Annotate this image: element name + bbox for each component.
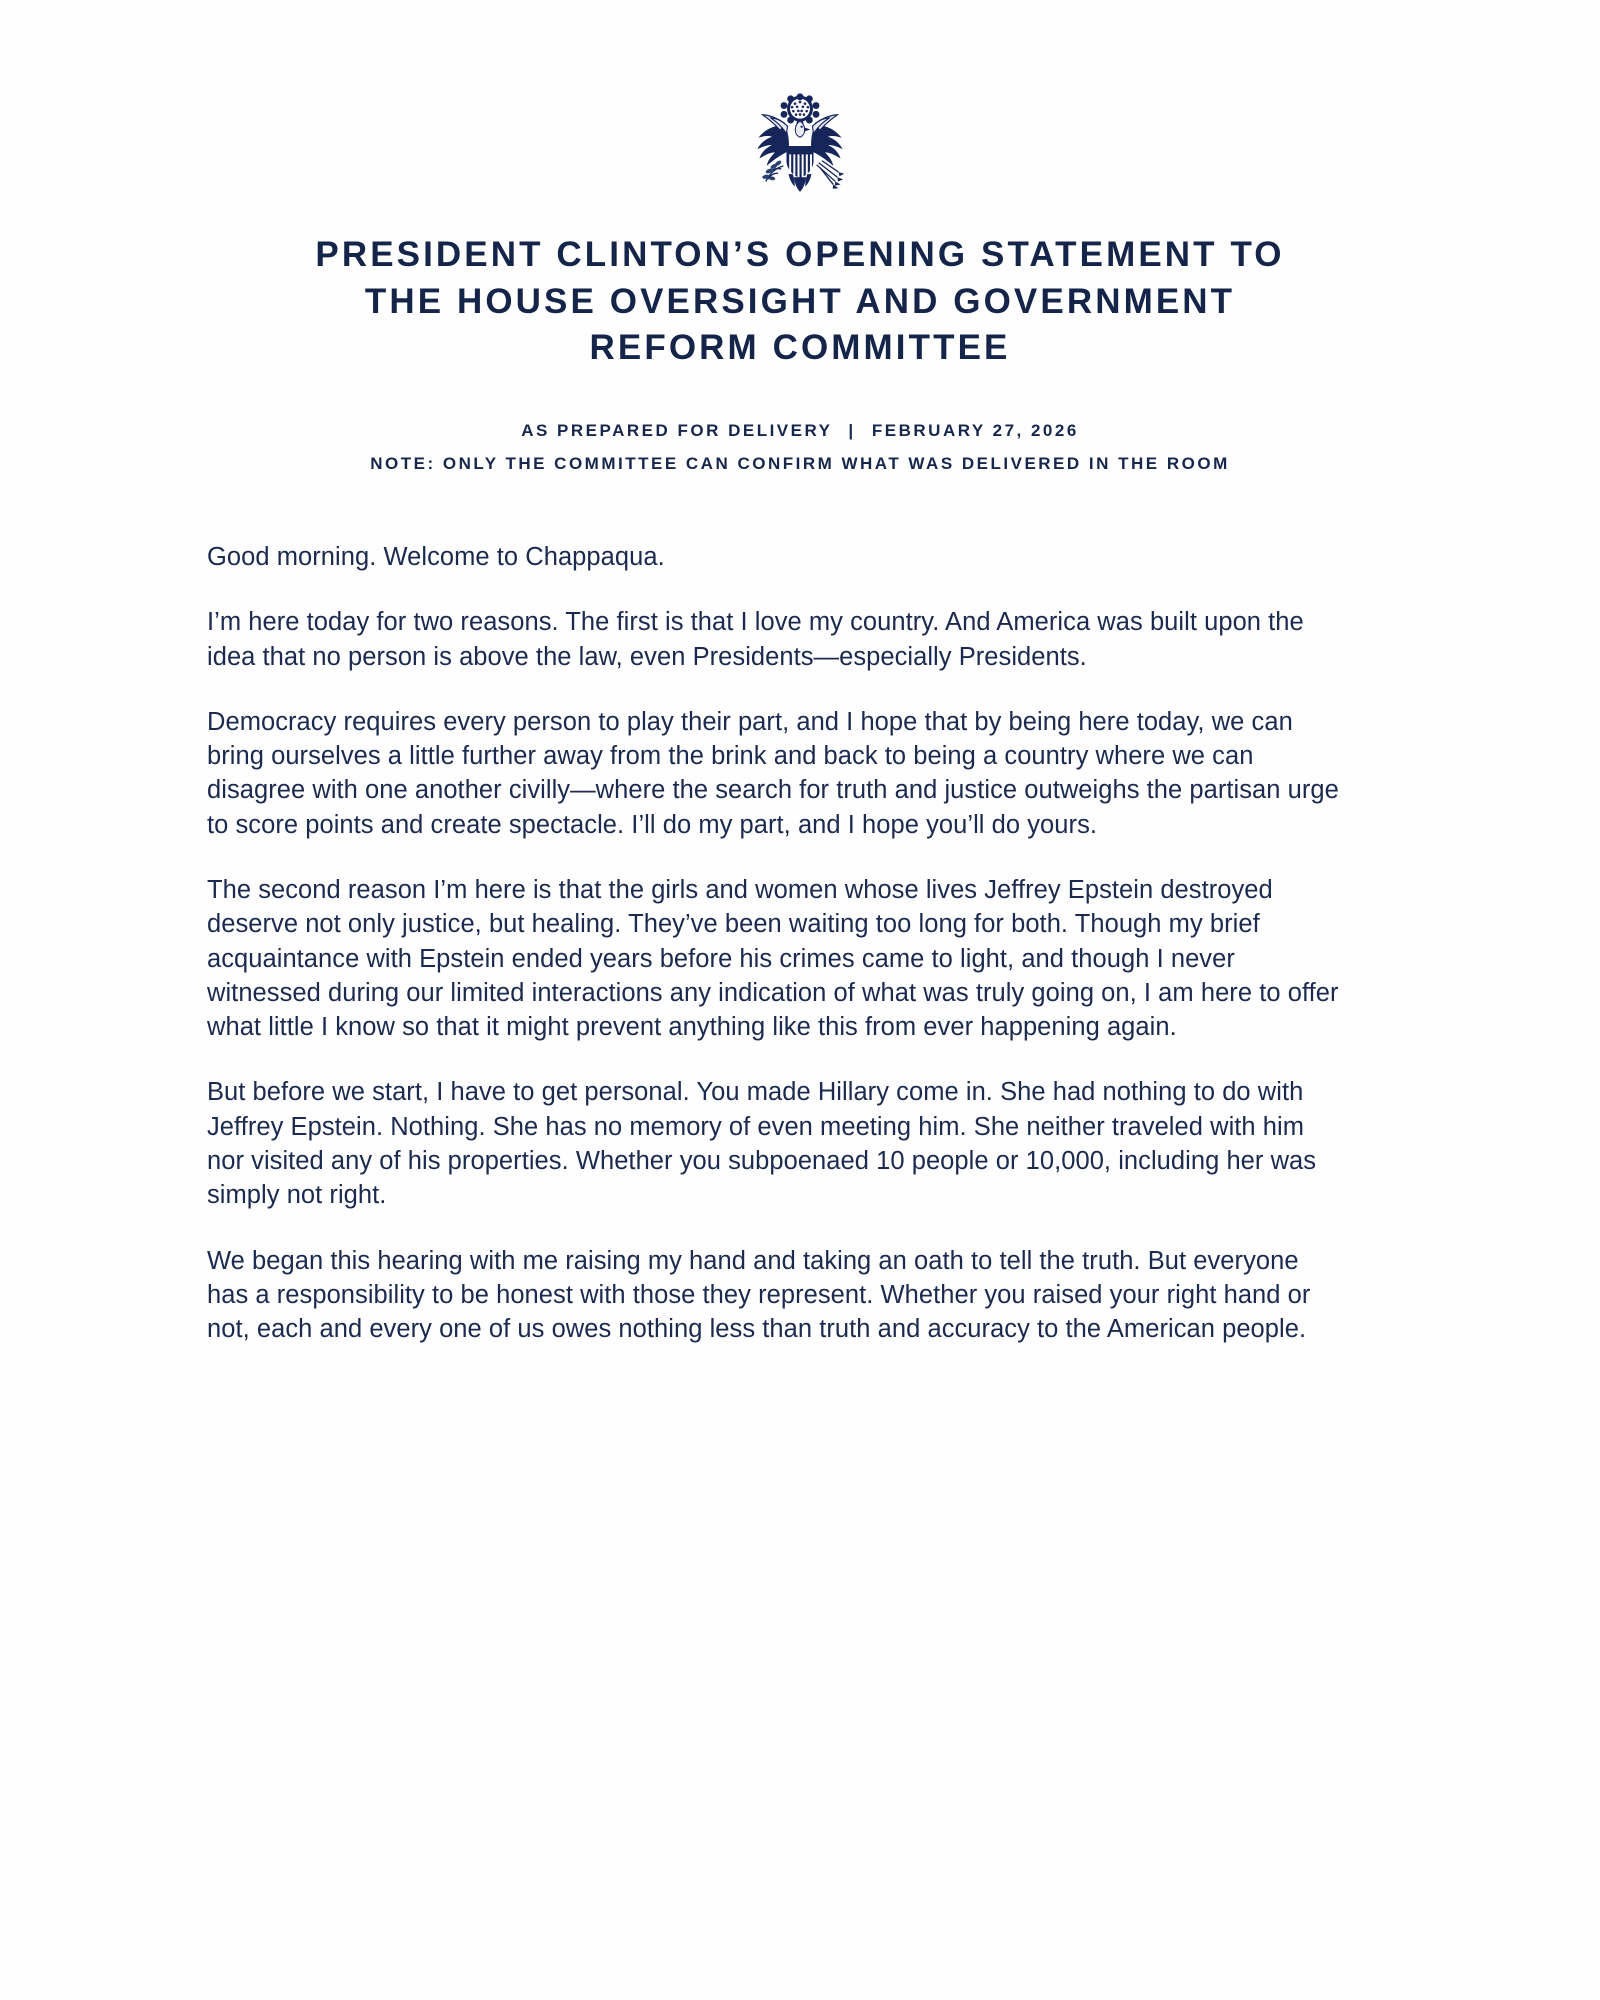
confirmation-note: NOTE: ONLY THE COMMITTEE CAN CONFIRM WHAT WAS DELIVERED IN THE ROOM	[370, 453, 1230, 473]
great-seal-eagle-icon	[748, 92, 852, 196]
body-paragraph: Good morning. Welcome to Chappaqua.	[207, 542, 665, 571]
delivery-date-line	[120, 414, 1480, 447]
statement-date: FEBRUARY 27, 2026	[871, 420, 1079, 440]
seal-container	[0, 0, 1600, 196]
body-paragraph: But before we start, I have to get personal. You made Hillary come in. She had nothing to do with Jeffrey Epstein. Nothing. She has no memory of even meeting him. She neither traveled with him nor visited any of his properties. Whether you subpoenaed 10 people or 10,000, including her was simply not right.	[207, 1078, 1317, 1210]
body-paragraph: Democracy requires every person to play their part, and I hope that by being here today, we can bring ourselves a little further away from the brink and back to being a country where we can disagree with one another civilly—where the search for truth and justice outweighs the partisan urge to score points and create spectacle. I’ll do my part, and I hope you’ll do yours.	[207, 707, 1339, 839]
delivery-note: AS PREPARED FOR DELIVERY	[521, 420, 833, 440]
subtitle-separator: |	[848, 420, 856, 440]
body-paragraph: The second reason I’m here is that the girls and women whose lives Jeffrey Epstein destroyed deserve not only justice, but healing. They’ve been waiting too long for both. Though my brief acquaintance with Epstein ended years before his crimes came to light, and though I never witnessed during our limited interactions any indication of what was truly going on, I am here to offer what little I know so that it might prevent anything like this from ever happening again.	[207, 876, 1339, 1042]
statement-body	[0, 540, 1600, 1347]
body-paragraph: We began this hearing with me raising my hand and taking an oath to tell the truth. But everyone has a responsibility to be honest with those they represent. Whether you raised your right hand or not, each and every one of us owes nothing less than truth and accuracy to the American people.	[207, 1246, 1311, 1344]
page-title	[200, 232, 1400, 372]
body-paragraph: I’m here today for two reasons. The first is that I love my country. And America was built upon the idea that no person is above the law, even Presidents—especially Presidents.	[207, 608, 1304, 671]
title-line-1: PRESIDENT CLINTON’S OPENING STATEMENT TO	[315, 235, 1285, 274]
title-block	[0, 232, 1600, 372]
title-line-3: REFORM COMMITTEE	[589, 328, 1011, 368]
subtitle-block	[0, 414, 1600, 480]
title-line-2: THE HOUSE OVERSIGHT AND GOVERNMENT	[364, 281, 1236, 321]
